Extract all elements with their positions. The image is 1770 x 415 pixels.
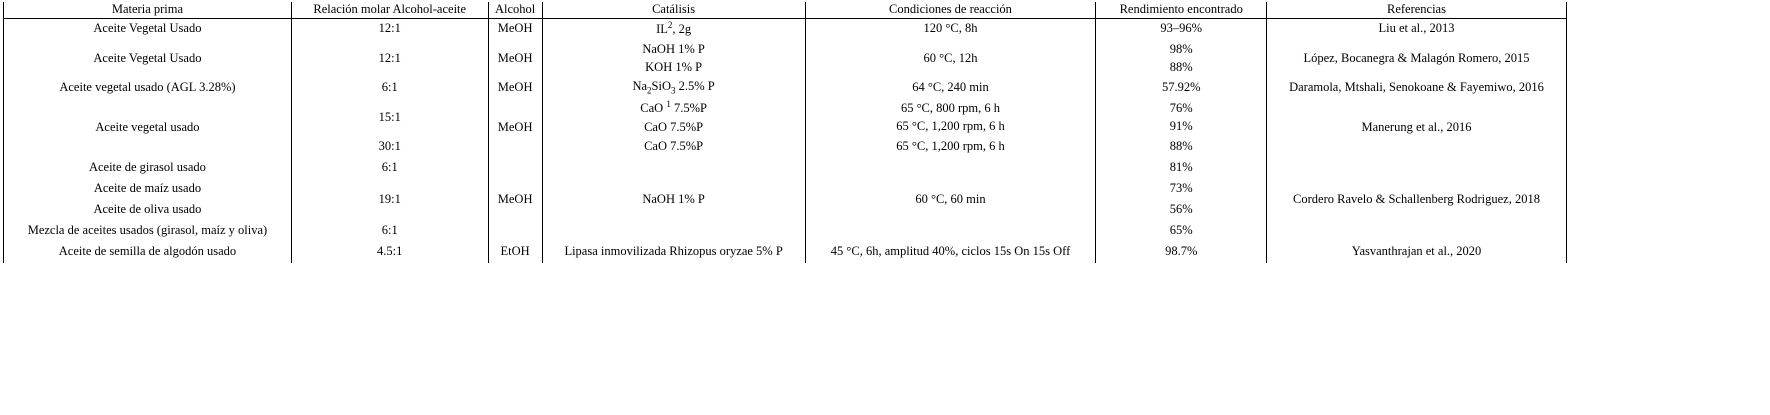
cell-referencia: López, Bocanegra & Malagón Romero, 2015 (1266, 40, 1566, 78)
cell-rendimiento: 65% (1096, 221, 1267, 242)
cell-condiciones: 45 °C, 6h, amplitud 40%, ciclos 15s On 15s Off (805, 242, 1096, 263)
table-row (4, 18, 1567, 40)
header-condiciones: Condiciones de reacción (805, 2, 1096, 18)
cell-condiciones (805, 98, 1096, 137)
cell-referencia: Manerung et al., 2016 (1266, 98, 1566, 158)
cell-relacion-molar: 12:1 (291, 18, 488, 40)
condiciones-line-2: 65 °C, 1,200 rpm, 6 h (896, 119, 1005, 134)
cell-rendimiento: 88% (1096, 137, 1267, 158)
cell-rendimiento: 98.7% (1096, 242, 1267, 263)
cell-catalisis (542, 40, 805, 78)
catalisis-subscript-1: 2 (647, 85, 652, 96)
catalisis-text: IL (656, 22, 668, 37)
cell-alcohol: EtOH (488, 242, 542, 263)
cell-catalisis (542, 77, 805, 98)
catalisis-line-2: CaO 7.5%P (644, 120, 704, 135)
cell-relacion-molar: 6:1 (291, 158, 488, 179)
cell-alcohol: MeOH (488, 77, 542, 98)
cell-relacion-molar: 12:1 (291, 40, 488, 78)
cell-catalisis: Lipasa inmovilizada Rhizopus oryzae 5% P (542, 242, 805, 263)
header-rendimiento: Rendimiento encontrado (1096, 2, 1267, 18)
catalisis-line-1: NaOH 1% P (642, 41, 705, 56)
cell-rendimiento: 93–96% (1096, 18, 1267, 40)
cell-materia-prima: Aceite de maíz usado (4, 179, 292, 200)
cell-catalisis (542, 98, 805, 137)
cell-referencia: Liu et al., 2013 (1266, 18, 1566, 40)
cell-referencia: Yasvanthrajan et al., 2020 (1266, 242, 1566, 263)
cell-catalisis: NaOH 1% P (542, 158, 805, 242)
cell-referencia: Daramola, Mtshali, Senokoane & Fayemiwo, 2016 (1266, 77, 1566, 98)
catalisis-superscript: 1 (666, 99, 671, 110)
cell-condiciones: 120 °C, 8h (805, 18, 1096, 40)
cell-relacion-molar: 6:1 (291, 221, 488, 242)
cell-materia-prima: Aceite de semilla de algodón usado (4, 242, 292, 263)
cell-condiciones: 60 °C, 12h (805, 40, 1096, 78)
cell-condiciones: 65 °C, 1,200 rpm, 6 h (805, 137, 1096, 158)
cell-relacion-molar: 19:1 (291, 179, 488, 221)
table-row (4, 40, 1567, 78)
cell-rendimiento: 56% (1096, 200, 1267, 221)
rendimiento-line-2: 91% (1169, 119, 1193, 134)
rendimiento-line-1: 76% (1169, 100, 1193, 115)
cell-rendimiento (1096, 40, 1267, 78)
cell-relacion-molar: 15:1 (291, 98, 488, 137)
cell-materia-prima: Aceite de oliva usado (4, 200, 292, 221)
table-row (4, 77, 1567, 98)
document-sheet (0, 2, 1770, 415)
cell-alcohol: MeOH (488, 18, 542, 40)
cell-materia-prima: Aceite Vegetal Usado (4, 18, 292, 40)
cell-rendimiento: 81% (1096, 158, 1267, 179)
header-alcohol: Alcohol (488, 2, 542, 18)
table-body (4, 18, 1567, 263)
cell-catalisis: CaO 7.5%P (542, 137, 805, 158)
cell-materia-prima: Aceite vegetal usado (AGL 3.28%) (4, 77, 292, 98)
rendimiento-line-1: 98% (1169, 41, 1193, 56)
header-materia-prima: Materia prima (4, 2, 292, 18)
cell-materia-prima: Aceite Vegetal Usado (4, 40, 292, 78)
cell-relacion-molar: 6:1 (291, 77, 488, 98)
catalisis-text: Na (632, 78, 648, 93)
condiciones-line-1: 65 °C, 800 rpm, 6 h (900, 100, 1001, 115)
table-row (4, 98, 1567, 137)
cell-referencia: Cordero Ravelo & Schallenberg Rodriguez, 2018 (1266, 158, 1566, 242)
table-header (4, 2, 1567, 18)
cell-relacion-molar: 4.5:1 (291, 242, 488, 263)
comparison-table (3, 2, 1567, 263)
cell-catalisis (542, 18, 805, 40)
cell-relacion-molar: 30:1 (291, 137, 488, 158)
header-catalisis: Catálisis (542, 2, 805, 18)
catalisis-line-2: KOH 1% P (645, 60, 703, 75)
header-relacion-molar: Relación molar Alcohol-aceite (291, 2, 488, 18)
catalisis-text-mid: SiO (651, 78, 671, 93)
header-row (4, 2, 1567, 18)
cell-condiciones: 60 °C, 60 min (805, 158, 1096, 242)
cell-materia-prima: Aceite de girasol usado (4, 158, 292, 179)
cell-materia-prima: Aceite vegetal usado (4, 98, 292, 158)
catalisis-superscript: 2 (667, 20, 673, 31)
cell-condiciones: 64 °C, 240 min (805, 77, 1096, 98)
catalisis-text: CaO (640, 101, 667, 116)
header-referencias: Referencias (1266, 2, 1566, 18)
catalisis-line-1 (547, 98, 801, 118)
catalisis-text-tail: 2.5% P (675, 78, 715, 93)
cell-rendimiento (1096, 98, 1267, 137)
catalisis-subscript-2: 3 (671, 85, 676, 96)
cell-rendimiento: 73% (1096, 179, 1267, 200)
table-row (4, 242, 1567, 263)
cell-alcohol: MeOH (488, 158, 542, 242)
table-row (4, 158, 1567, 179)
catalisis-text-tail: , 2g (672, 22, 692, 37)
rendimiento-line-2: 88% (1169, 60, 1193, 75)
cell-materia-prima: Mezcla de aceites usados (girasol, maíz y oliva) (4, 221, 292, 242)
catalisis-text-tail: 7.5%P (670, 101, 707, 116)
cell-alcohol: MeOH (488, 40, 542, 78)
cell-rendimiento: 57.92% (1096, 77, 1267, 98)
cell-alcohol: MeOH (488, 98, 542, 158)
